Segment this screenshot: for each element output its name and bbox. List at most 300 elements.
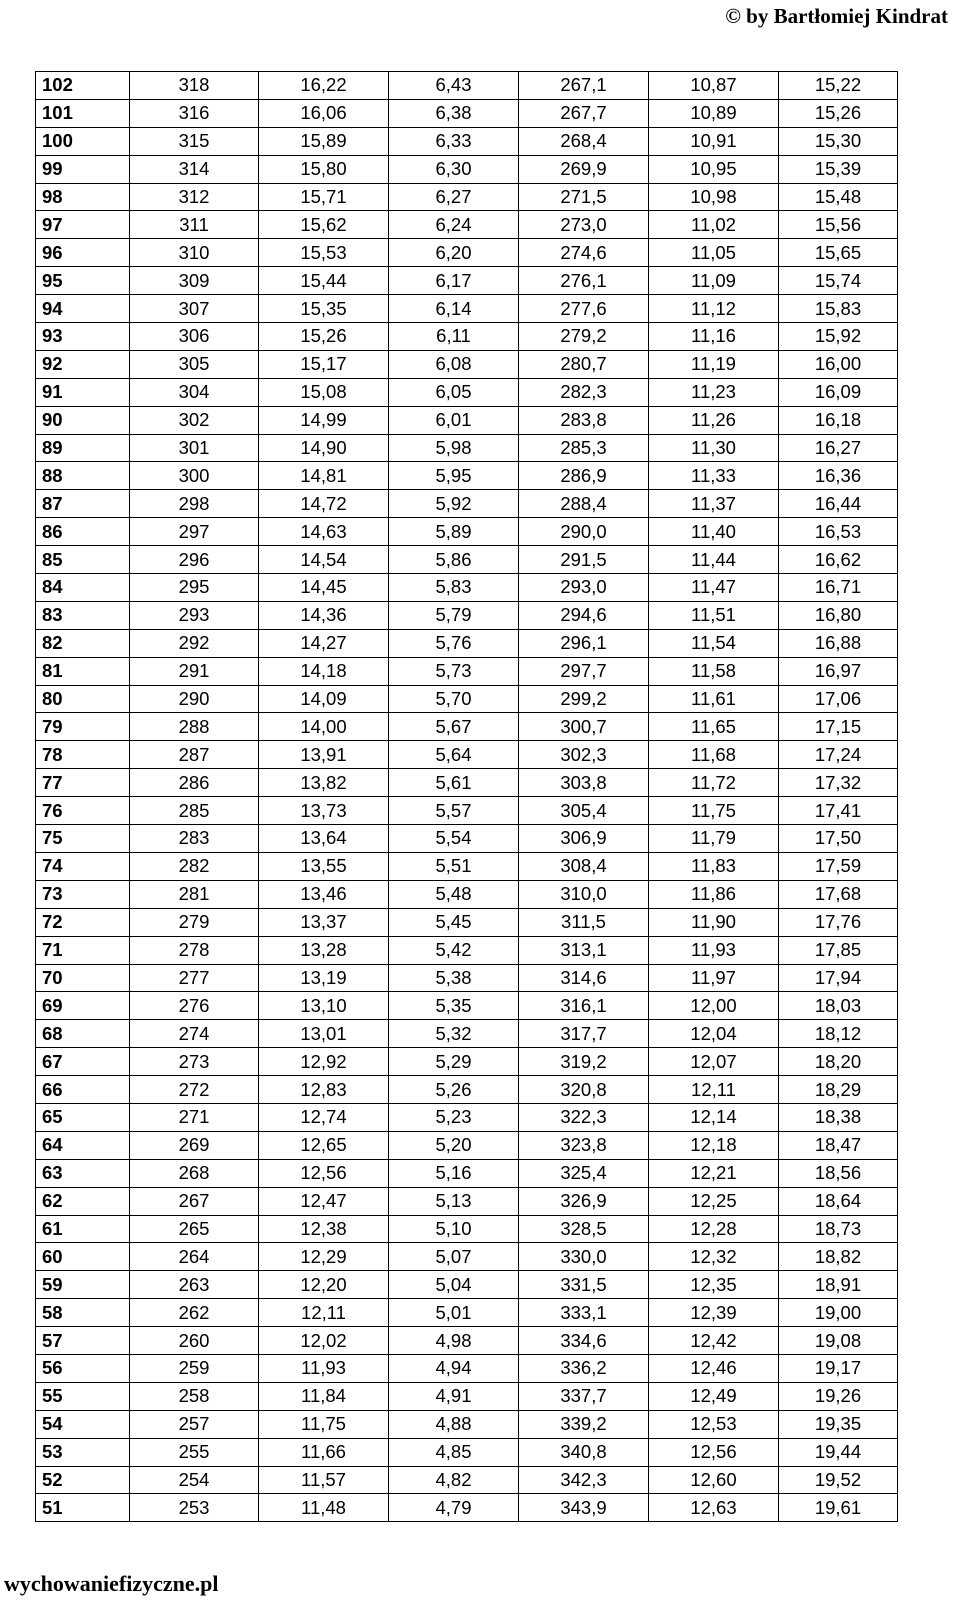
value-cell: 18,29 <box>779 1076 898 1104</box>
value-cell: 263 <box>130 1271 259 1299</box>
table-row <box>36 574 898 602</box>
value-cell: 285 <box>130 797 259 825</box>
value-cell: 293 <box>130 601 259 629</box>
value-cell: 12,28 <box>649 1215 779 1243</box>
table-row <box>36 852 898 880</box>
value-cell: 17,76 <box>779 908 898 936</box>
value-cell: 5,07 <box>389 1243 519 1271</box>
value-cell: 264 <box>130 1243 259 1271</box>
value-cell: 10,89 <box>649 99 779 127</box>
score-table-body <box>36 72 898 1522</box>
value-cell: 12,02 <box>259 1327 389 1355</box>
value-cell: 336,2 <box>519 1354 649 1382</box>
value-cell: 311 <box>130 211 259 239</box>
value-cell: 271 <box>130 1103 259 1131</box>
table-row <box>36 1410 898 1438</box>
value-cell: 267 <box>130 1187 259 1215</box>
value-cell: 330,0 <box>519 1243 649 1271</box>
value-cell: 11,72 <box>649 769 779 797</box>
points-cell: 57 <box>36 1327 130 1355</box>
table-row <box>36 1299 898 1327</box>
table-row <box>36 1020 898 1048</box>
value-cell: 303,8 <box>519 769 649 797</box>
value-cell: 6,27 <box>389 183 519 211</box>
value-cell: 5,64 <box>389 741 519 769</box>
value-cell: 11,75 <box>259 1410 389 1438</box>
value-cell: 296,1 <box>519 629 649 657</box>
value-cell: 14,27 <box>259 629 389 657</box>
value-cell: 15,44 <box>259 267 389 295</box>
value-cell: 307 <box>130 295 259 323</box>
value-cell: 11,48 <box>259 1494 389 1522</box>
value-cell: 326,9 <box>519 1187 649 1215</box>
points-cell: 85 <box>36 546 130 574</box>
value-cell: 18,20 <box>779 1048 898 1076</box>
value-cell: 12,56 <box>649 1438 779 1466</box>
value-cell: 6,33 <box>389 127 519 155</box>
value-cell: 254 <box>130 1466 259 1494</box>
value-cell: 11,75 <box>649 797 779 825</box>
value-cell: 11,65 <box>649 713 779 741</box>
value-cell: 331,5 <box>519 1271 649 1299</box>
value-cell: 5,48 <box>389 880 519 908</box>
value-cell: 288,4 <box>519 490 649 518</box>
value-cell: 294,6 <box>519 601 649 629</box>
points-cell: 97 <box>36 211 130 239</box>
value-cell: 13,28 <box>259 936 389 964</box>
value-cell: 11,33 <box>649 462 779 490</box>
table-row <box>36 1159 898 1187</box>
value-cell: 297,7 <box>519 657 649 685</box>
value-cell: 315 <box>130 127 259 155</box>
value-cell: 12,39 <box>649 1299 779 1327</box>
value-cell: 265 <box>130 1215 259 1243</box>
value-cell: 14,09 <box>259 685 389 713</box>
value-cell: 278 <box>130 936 259 964</box>
value-cell: 328,5 <box>519 1215 649 1243</box>
value-cell: 279,2 <box>519 323 649 351</box>
value-cell: 280,7 <box>519 350 649 378</box>
points-cell: 76 <box>36 797 130 825</box>
value-cell: 17,50 <box>779 825 898 853</box>
value-cell: 339,2 <box>519 1410 649 1438</box>
table-row <box>36 462 898 490</box>
value-cell: 282,3 <box>519 378 649 406</box>
value-cell: 16,44 <box>779 490 898 518</box>
value-cell: 18,56 <box>779 1159 898 1187</box>
value-cell: 259 <box>130 1354 259 1382</box>
points-cell: 71 <box>36 936 130 964</box>
points-cell: 81 <box>36 657 130 685</box>
value-cell: 13,01 <box>259 1020 389 1048</box>
value-cell: 300,7 <box>519 713 649 741</box>
table-row <box>36 1187 898 1215</box>
value-cell: 5,98 <box>389 434 519 462</box>
value-cell: 276,1 <box>519 267 649 295</box>
value-cell: 12,92 <box>259 1048 389 1076</box>
value-cell: 4,98 <box>389 1327 519 1355</box>
table-row <box>36 1354 898 1382</box>
value-cell: 4,85 <box>389 1438 519 1466</box>
value-cell: 16,71 <box>779 574 898 602</box>
points-cell: 73 <box>36 880 130 908</box>
value-cell: 11,16 <box>649 323 779 351</box>
value-cell: 6,08 <box>389 350 519 378</box>
value-cell: 5,35 <box>389 992 519 1020</box>
value-cell: 267,1 <box>519 72 649 100</box>
value-cell: 15,30 <box>779 127 898 155</box>
value-cell: 13,19 <box>259 964 389 992</box>
table-row <box>36 713 898 741</box>
value-cell: 6,14 <box>389 295 519 323</box>
value-cell: 320,8 <box>519 1076 649 1104</box>
value-cell: 12,18 <box>649 1131 779 1159</box>
value-cell: 16,06 <box>259 99 389 127</box>
value-cell: 11,61 <box>649 685 779 713</box>
value-cell: 319,2 <box>519 1048 649 1076</box>
points-cell: 89 <box>36 434 130 462</box>
points-cell: 90 <box>36 406 130 434</box>
value-cell: 323,8 <box>519 1131 649 1159</box>
value-cell: 18,03 <box>779 992 898 1020</box>
points-cell: 94 <box>36 295 130 323</box>
value-cell: 5,42 <box>389 936 519 964</box>
value-cell: 4,88 <box>389 1410 519 1438</box>
points-cell: 78 <box>36 741 130 769</box>
value-cell: 6,11 <box>389 323 519 351</box>
table-row <box>36 880 898 908</box>
value-cell: 12,60 <box>649 1466 779 1494</box>
value-cell: 262 <box>130 1299 259 1327</box>
value-cell: 13,82 <box>259 769 389 797</box>
value-cell: 268,4 <box>519 127 649 155</box>
value-cell: 5,61 <box>389 769 519 797</box>
points-cell: 64 <box>36 1131 130 1159</box>
table-row <box>36 992 898 1020</box>
value-cell: 334,6 <box>519 1327 649 1355</box>
value-cell: 269 <box>130 1131 259 1159</box>
value-cell: 16,88 <box>779 629 898 657</box>
value-cell: 273 <box>130 1048 259 1076</box>
value-cell: 15,08 <box>259 378 389 406</box>
table-row <box>36 1327 898 1355</box>
points-cell: 99 <box>36 155 130 183</box>
value-cell: 291,5 <box>519 546 649 574</box>
value-cell: 19,35 <box>779 1410 898 1438</box>
value-cell: 11,30 <box>649 434 779 462</box>
table-row <box>36 406 898 434</box>
value-cell: 12,04 <box>649 1020 779 1048</box>
value-cell: 14,36 <box>259 601 389 629</box>
value-cell: 16,97 <box>779 657 898 685</box>
value-cell: 16,22 <box>259 72 389 100</box>
value-cell: 15,65 <box>779 239 898 267</box>
value-cell: 5,92 <box>389 490 519 518</box>
value-cell: 5,26 <box>389 1076 519 1104</box>
value-cell: 290 <box>130 685 259 713</box>
value-cell: 17,94 <box>779 964 898 992</box>
value-cell: 17,32 <box>779 769 898 797</box>
points-cell: 61 <box>36 1215 130 1243</box>
value-cell: 15,53 <box>259 239 389 267</box>
value-cell: 12,49 <box>649 1382 779 1410</box>
value-cell: 17,59 <box>779 852 898 880</box>
points-cell: 72 <box>36 908 130 936</box>
value-cell: 12,32 <box>649 1243 779 1271</box>
value-cell: 279 <box>130 908 259 936</box>
value-cell: 267,7 <box>519 99 649 127</box>
value-cell: 15,26 <box>779 99 898 127</box>
value-cell: 6,24 <box>389 211 519 239</box>
value-cell: 5,70 <box>389 685 519 713</box>
points-cell: 62 <box>36 1187 130 1215</box>
value-cell: 17,85 <box>779 936 898 964</box>
points-cell: 101 <box>36 99 130 127</box>
value-cell: 6,30 <box>389 155 519 183</box>
value-cell: 5,45 <box>389 908 519 936</box>
value-cell: 15,89 <box>259 127 389 155</box>
value-cell: 12,21 <box>649 1159 779 1187</box>
points-cell: 95 <box>36 267 130 295</box>
value-cell: 10,95 <box>649 155 779 183</box>
table-row <box>36 769 898 797</box>
value-cell: 17,41 <box>779 797 898 825</box>
value-cell: 14,18 <box>259 657 389 685</box>
value-cell: 281 <box>130 880 259 908</box>
value-cell: 13,46 <box>259 880 389 908</box>
value-cell: 11,19 <box>649 350 779 378</box>
value-cell: 19,61 <box>779 1494 898 1522</box>
value-cell: 11,58 <box>649 657 779 685</box>
value-cell: 299,2 <box>519 685 649 713</box>
copyright-credit: © by Bartłomiej Kindrat <box>725 4 948 28</box>
value-cell: 296 <box>130 546 259 574</box>
value-cell: 18,91 <box>779 1271 898 1299</box>
value-cell: 283,8 <box>519 406 649 434</box>
value-cell: 17,24 <box>779 741 898 769</box>
value-cell: 16,00 <box>779 350 898 378</box>
value-cell: 11,93 <box>649 936 779 964</box>
table-row <box>36 295 898 323</box>
value-cell: 272 <box>130 1076 259 1104</box>
points-cell: 66 <box>36 1076 130 1104</box>
value-cell: 10,91 <box>649 127 779 155</box>
value-cell: 305 <box>130 350 259 378</box>
value-cell: 316,1 <box>519 992 649 1020</box>
value-cell: 6,20 <box>389 239 519 267</box>
points-cell: 98 <box>36 183 130 211</box>
points-cell: 83 <box>36 601 130 629</box>
table-row <box>36 1243 898 1271</box>
value-cell: 291 <box>130 657 259 685</box>
value-cell: 6,38 <box>389 99 519 127</box>
value-cell: 19,26 <box>779 1382 898 1410</box>
value-cell: 12,74 <box>259 1103 389 1131</box>
value-cell: 5,67 <box>389 713 519 741</box>
value-cell: 295 <box>130 574 259 602</box>
value-cell: 13,55 <box>259 852 389 880</box>
value-cell: 306 <box>130 323 259 351</box>
value-cell: 258 <box>130 1382 259 1410</box>
value-cell: 6,05 <box>389 378 519 406</box>
value-cell: 340,8 <box>519 1438 649 1466</box>
value-cell: 6,01 <box>389 406 519 434</box>
value-cell: 12,20 <box>259 1271 389 1299</box>
value-cell: 11,05 <box>649 239 779 267</box>
value-cell: 286,9 <box>519 462 649 490</box>
value-cell: 301 <box>130 434 259 462</box>
value-cell: 5,73 <box>389 657 519 685</box>
value-cell: 253 <box>130 1494 259 1522</box>
value-cell: 318 <box>130 72 259 100</box>
table-row <box>36 155 898 183</box>
value-cell: 282 <box>130 852 259 880</box>
value-cell: 11,02 <box>649 211 779 239</box>
points-cell: 84 <box>36 574 130 602</box>
table-row <box>36 99 898 127</box>
value-cell: 6,43 <box>389 72 519 100</box>
value-cell: 276 <box>130 992 259 1020</box>
table-row <box>36 127 898 155</box>
value-cell: 305,4 <box>519 797 649 825</box>
value-cell: 11,68 <box>649 741 779 769</box>
value-cell: 15,83 <box>779 295 898 323</box>
value-cell: 4,94 <box>389 1354 519 1382</box>
value-cell: 12,65 <box>259 1131 389 1159</box>
value-cell: 13,64 <box>259 825 389 853</box>
value-cell: 12,42 <box>649 1327 779 1355</box>
value-cell: 5,95 <box>389 462 519 490</box>
table-row <box>36 1382 898 1410</box>
value-cell: 5,51 <box>389 852 519 880</box>
value-cell: 4,82 <box>389 1466 519 1494</box>
value-cell: 13,91 <box>259 741 389 769</box>
value-cell: 12,35 <box>649 1271 779 1299</box>
table-row <box>36 1271 898 1299</box>
value-cell: 337,7 <box>519 1382 649 1410</box>
value-cell: 16,36 <box>779 462 898 490</box>
value-cell: 5,04 <box>389 1271 519 1299</box>
value-cell: 13,37 <box>259 908 389 936</box>
value-cell: 309 <box>130 267 259 295</box>
value-cell: 5,01 <box>389 1299 519 1327</box>
value-cell: 12,47 <box>259 1187 389 1215</box>
value-cell: 290,0 <box>519 518 649 546</box>
value-cell: 16,80 <box>779 601 898 629</box>
points-cell: 56 <box>36 1354 130 1382</box>
table-row <box>36 1438 898 1466</box>
value-cell: 285,3 <box>519 434 649 462</box>
table-row <box>36 211 898 239</box>
value-cell: 302,3 <box>519 741 649 769</box>
value-cell: 14,72 <box>259 490 389 518</box>
value-cell: 12,14 <box>649 1103 779 1131</box>
table-row <box>36 267 898 295</box>
value-cell: 12,53 <box>649 1410 779 1438</box>
score-table-container <box>35 71 897 1522</box>
points-cell: 77 <box>36 769 130 797</box>
table-row <box>36 1131 898 1159</box>
points-cell: 55 <box>36 1382 130 1410</box>
value-cell: 15,17 <box>259 350 389 378</box>
value-cell: 11,83 <box>649 852 779 880</box>
value-cell: 317,7 <box>519 1020 649 1048</box>
value-cell: 286 <box>130 769 259 797</box>
value-cell: 16,62 <box>779 546 898 574</box>
value-cell: 14,99 <box>259 406 389 434</box>
value-cell: 297 <box>130 518 259 546</box>
value-cell: 12,46 <box>649 1354 779 1382</box>
value-cell: 11,84 <box>259 1382 389 1410</box>
value-cell: 11,12 <box>649 295 779 323</box>
value-cell: 19,00 <box>779 1299 898 1327</box>
value-cell: 5,89 <box>389 518 519 546</box>
value-cell: 302 <box>130 406 259 434</box>
value-cell: 5,57 <box>389 797 519 825</box>
value-cell: 12,83 <box>259 1076 389 1104</box>
value-cell: 15,39 <box>779 155 898 183</box>
value-cell: 316 <box>130 99 259 127</box>
points-cell: 102 <box>36 72 130 100</box>
value-cell: 308,4 <box>519 852 649 880</box>
value-cell: 18,82 <box>779 1243 898 1271</box>
points-cell: 96 <box>36 239 130 267</box>
table-row <box>36 601 898 629</box>
value-cell: 325,4 <box>519 1159 649 1187</box>
value-cell: 12,38 <box>259 1215 389 1243</box>
points-cell: 67 <box>36 1048 130 1076</box>
value-cell: 11,44 <box>649 546 779 574</box>
value-cell: 11,37 <box>649 490 779 518</box>
value-cell: 13,10 <box>259 992 389 1020</box>
points-cell: 80 <box>36 685 130 713</box>
points-cell: 60 <box>36 1243 130 1271</box>
points-cell: 51 <box>36 1494 130 1522</box>
value-cell: 273,0 <box>519 211 649 239</box>
value-cell: 13,73 <box>259 797 389 825</box>
value-cell: 322,3 <box>519 1103 649 1131</box>
table-row <box>36 629 898 657</box>
value-cell: 11,66 <box>259 1438 389 1466</box>
value-cell: 314 <box>130 155 259 183</box>
value-cell: 11,26 <box>649 406 779 434</box>
table-row <box>36 685 898 713</box>
value-cell: 17,15 <box>779 713 898 741</box>
value-cell: 11,86 <box>649 880 779 908</box>
value-cell: 5,10 <box>389 1215 519 1243</box>
table-row <box>36 1494 898 1522</box>
points-cell: 91 <box>36 378 130 406</box>
value-cell: 19,52 <box>779 1466 898 1494</box>
value-cell: 4,79 <box>389 1494 519 1522</box>
value-cell: 16,53 <box>779 518 898 546</box>
value-cell: 310,0 <box>519 880 649 908</box>
value-cell: 15,62 <box>259 211 389 239</box>
value-cell: 12,29 <box>259 1243 389 1271</box>
value-cell: 15,56 <box>779 211 898 239</box>
value-cell: 268 <box>130 1159 259 1187</box>
value-cell: 277 <box>130 964 259 992</box>
table-row <box>36 1103 898 1131</box>
value-cell: 5,20 <box>389 1131 519 1159</box>
value-cell: 269,9 <box>519 155 649 183</box>
value-cell: 5,54 <box>389 825 519 853</box>
points-cell: 79 <box>36 713 130 741</box>
value-cell: 12,07 <box>649 1048 779 1076</box>
value-cell: 293,0 <box>519 574 649 602</box>
table-row <box>36 1466 898 1494</box>
table-row <box>36 350 898 378</box>
